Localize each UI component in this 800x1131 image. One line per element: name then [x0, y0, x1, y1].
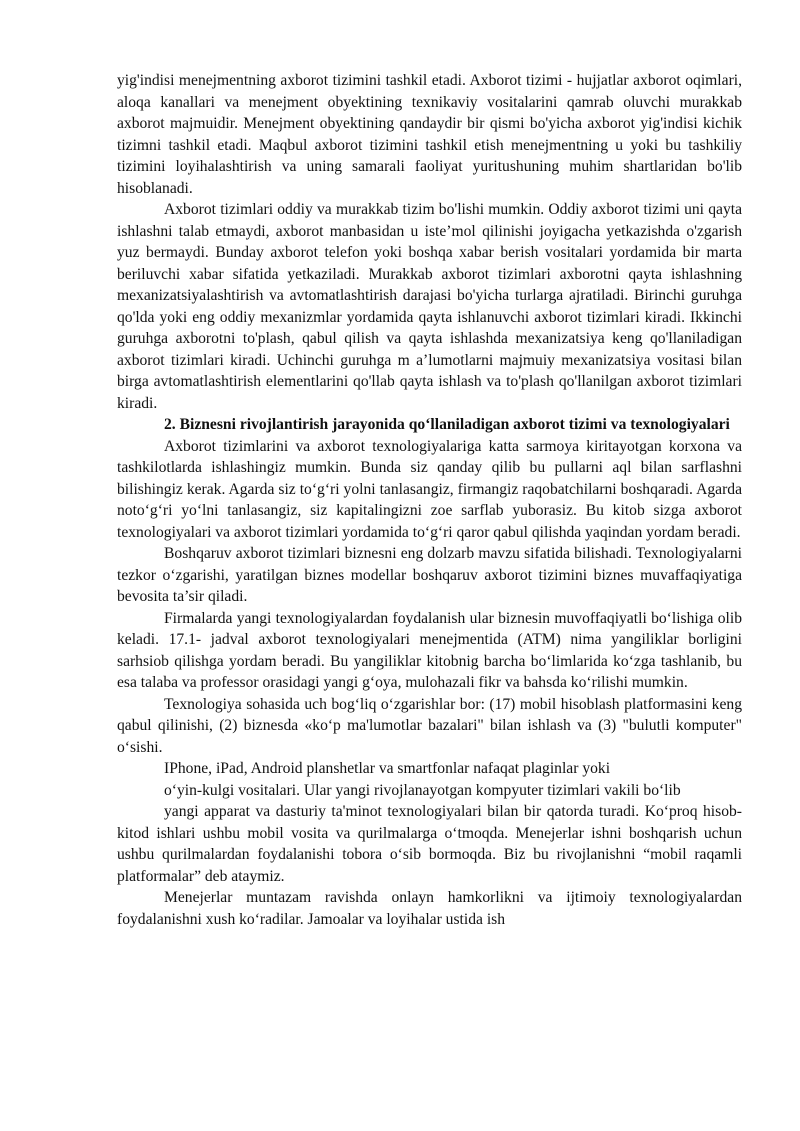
- paragraph: IPhone, iPad, Android planshetlar va smartfonlar nafaqat plaginlar yoki: [164, 760, 611, 777]
- paragraph: o‘yin-kulgi vositalari. Ular yangi rivojlanayotgan kompyuter tizimlari vakili bo‘lib: [164, 781, 681, 799]
- paragraph: Texnologiya sohasida uch bog‘liq o‘zgarishlar bor: (17) mobil hisoblash platformasini keng qabul qilinishi, (2) biznesda «ko‘p ma'lumotlar bazalari" bilan ishlash va (3) "bulutli komputer" o‘sishi.: [117, 695, 742, 756]
- paragraph: Firmalarda yangi texnologiyalardan foydalanish ular biznesin muvoffaqiyatli bo‘lishiga olib keladi. 17.1- jadval axborot texnologiyalari menejmentida (ATM) nima yangiliklar borligini sarhsiob qilishga yordam beradi. Bu yangiliklar kitobnig barcha bo‘limlarida ko‘zga tashlanib, bu esa talaba va professor orasidagi yangi g‘oya, mulohazali fikr va bahsda ko‘rilishi mumkin.: [117, 609, 742, 691]
- document-page: [117, 70, 742, 930]
- paragraph: Menejerlar muntazam ravishda onlayn hamkorlikni va ijtimoiy texnologiyalardan foydalanishni xush ko‘radilar. Jamoalar va loyihalar ustida ish: [117, 889, 742, 928]
- section-heading: 2. Biznesni rivojlantirish jarayonida qo‘llaniladigan axborot tizimi va texnologiyalari: [164, 416, 730, 433]
- paragraph: Axborot tizimlarini va axborot texnologiyalariga katta sarmoya kiritayotgan korxona va tashkilotlarda ishlashingiz mumkin. Bunda siz qanday qilib bu pullarni aql bilan sarflashni bilishingiz kerak. Agarda siz to‘g‘ri yolni tanlasangiz, firmangiz raqobatchilarni boshqaradi. Agarda noto‘g‘ri yo‘lni tanlasangiz, siz kapitalingizni zoe sarflab yuborasiz. Bu kitob sizga axborot texnologiyalari va axborot tizimlari yordamida to‘g‘ri qaror qabul qilishda yaqindan yordam beradi.: [117, 437, 742, 541]
- paragraph: yig'indisi menejmentning axborot tizimini tashkil etadi. Axborot tizimi - hujjatlar axborot oqimlari, aloqa kanallari va menejment obyektining texnikaviy vositalarini qamrab oluvchi murakkab axborot majmuidir. Menejment obyektining qandaydir bir qismi bo'yicha axborot yig'indisi kichik tizimni tashkil etadi. Maqbul axborot tizimini tashkil etish menejmentning u yoki bu tashkiliy tizimini loyihalashtirish va uning samarali faoliyat yuritushuning muhim shartlaridan bo'lib hisoblanadi.: [117, 72, 742, 197]
- paragraph: yangi apparat va dasturiy ta'minot texnologiyalari bilan bir qatorda turadi. Ko‘proq hisob-kitod ishlari ushbu mobil vosita va qurilmalarga o‘tmoqda. Menejerlar ishni boshqarish uchun ushbu qurilmalardan foydalanishi tobora o‘sib bormoqda. Biz bu rivojlanishni “mobil raqamli platformalar” deb ataymiz.: [117, 803, 742, 885]
- paragraph: Boshqaruv axborot tizimlari biznesni eng dolzarb mavzu sifatida bilishadi. Texnologiyalarni tezkor o‘zgarishi, yaratilgan biznes modellar boshqaruv axborot tizimini biznes muvaffaqiyatiga bevosita ta’sir qiladi.: [117, 545, 742, 605]
- paragraph: Axborot tizimlari oddiy va murakkab tizim bo'lishi mumkin. Oddiy axborot tizimi uni qayta ishlashni talab etmaydi, axborot manbasidan u iste’mol qilinishi joyigacha yetkazishda o'zgarish yuz bermaydi. Bunday axborot telefon yoki boshqa xabar berish vositalari yordamida bir marta beriluvchi xabar sifatida yetkaziladi. Murakkab axborot tizimlari axborotni qayta ishlashning mexanizatsiyalashtirish va avtomatlashtirish darajasi bo'yicha turlarga ajratiladi. Birinchi guruhga qo'lda yoki eng oddiy mexanizmlar yordamida qayta ishlanuvchi axborot tizimlari kiradi. Ikkinchi guruhga axborotni to'plash, qabul qilish va qayta ishlashda mexanizatsiya keng qo'llaniladigan axborot tizimlari kiradi. Uchinchi guruhga m a’lumotlarni majmuiy mexanizatsiya vositasi bilan birga avtomatlashtirish elementlarini qo'llab qayta ishlash va to'plash qo'llanilgan axborot tizimlari kiradi.: [117, 201, 742, 412]
